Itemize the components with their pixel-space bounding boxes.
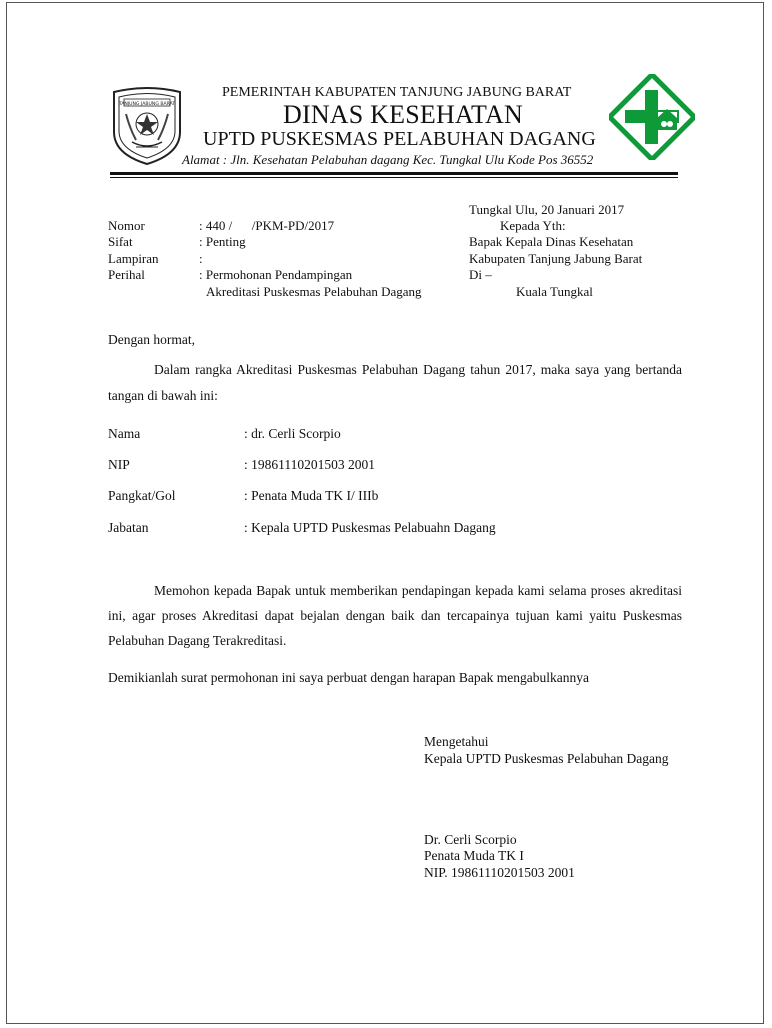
- field-pangkat-label: Pangkat/Gol: [108, 488, 176, 503]
- field-nama-value: : dr. Cerli Scorpio: [244, 426, 341, 441]
- recipient-di: Di –: [469, 267, 492, 282]
- field-nama-label: Nama: [108, 426, 141, 441]
- greeting: Dengan hormat,: [108, 332, 195, 347]
- request-paragraph: [108, 578, 682, 653]
- letterhead-rule-thin: [110, 177, 678, 178]
- kop-agency-line: DINAS KESEHATAN: [283, 100, 523, 129]
- emblem-banner-text: TANJUNG JABUNG BARAT: [118, 102, 176, 107]
- recipient-regency: Kabupaten Tanjung Jabung Barat: [469, 251, 643, 266]
- signature-nip: NIP. 19861110201503 2001: [424, 865, 575, 880]
- perihal-label: Perihal: [108, 267, 145, 282]
- nomor-value: : 440 / /PKM-PD/2017: [199, 218, 335, 233]
- sifat-label: Sifat: [108, 234, 133, 249]
- perihal-value-2: Akreditasi Puskesmas Pelabuhan Dagang: [206, 284, 422, 299]
- recipient-city: Kuala Tungkal: [516, 284, 593, 299]
- field-pangkat-value: : Penata Muda TK I/ IIIb: [244, 488, 379, 503]
- letterhead-rule-thick: [110, 172, 678, 175]
- kop-unit-line: UPTD PUSKESMAS PELABUHAN DAGANG: [203, 128, 596, 150]
- recipient-kepada: Kepada Yth:: [500, 218, 566, 233]
- field-jabatan-value: : Kepala UPTD Puskesmas Pelabuahn Dagang: [244, 520, 496, 535]
- lampiran-value: :: [199, 251, 203, 266]
- signature-rank: Penata Muda TK I: [424, 848, 524, 863]
- field-nip-value: : 19861110201503 2001: [244, 457, 375, 472]
- kop-address-line: Alamat : Jln. Kesehatan Pelabuhan dagang Kec. Tungkal Ulu Kode Pos 36552: [182, 152, 594, 167]
- closing-sentence: Demikianlah surat permohonan ini saya perbuat dengan harapan Bapak mengabulkannya: [108, 670, 589, 685]
- intro-paragraph: [108, 357, 682, 409]
- nomor-label: Nomor: [108, 218, 145, 233]
- field-nip-label: NIP: [108, 457, 130, 472]
- lampiran-label: Lampiran: [108, 251, 159, 266]
- field-jabatan-label: Jabatan: [108, 520, 149, 535]
- request-text: Memohon kepada Bapak untuk memberikan pendapingan kepada kami selama proses akreditasi ini, agar proses Akreditasi dapat bejalan dengan baik dan tercapainya tujuan kami yaitu Puskesmas Pelabuhan Dagang Terakreditasi.: [108, 583, 682, 648]
- puskesmas-cross-logo: [609, 74, 695, 160]
- recipient-title: Bapak Kepala Dinas Kesehatan: [469, 234, 634, 249]
- signature-acknowledged: Mengetahui: [424, 734, 489, 749]
- signature-position: Kepala UPTD Puskesmas Pelabuhan Dagang: [424, 751, 669, 766]
- place-date: Tungkal Ulu, 20 Januari 2017: [469, 202, 625, 217]
- kop-government-line: PEMERINTAH KABUPATEN TANJUNG JABUNG BARAT: [222, 85, 572, 100]
- regency-emblem-logo: [106, 84, 188, 166]
- perihal-value-1: : Permohonan Pendampingan: [199, 267, 353, 282]
- sifat-value: : Penting: [199, 234, 246, 249]
- signature-name: Dr. Cerli Scorpio: [424, 832, 517, 847]
- intro-text: Dalam rangka Akreditasi Puskesmas Pelabuhan Dagang tahun 2017, maka saya yang bertanda tangan di bawah ini:: [108, 362, 682, 403]
